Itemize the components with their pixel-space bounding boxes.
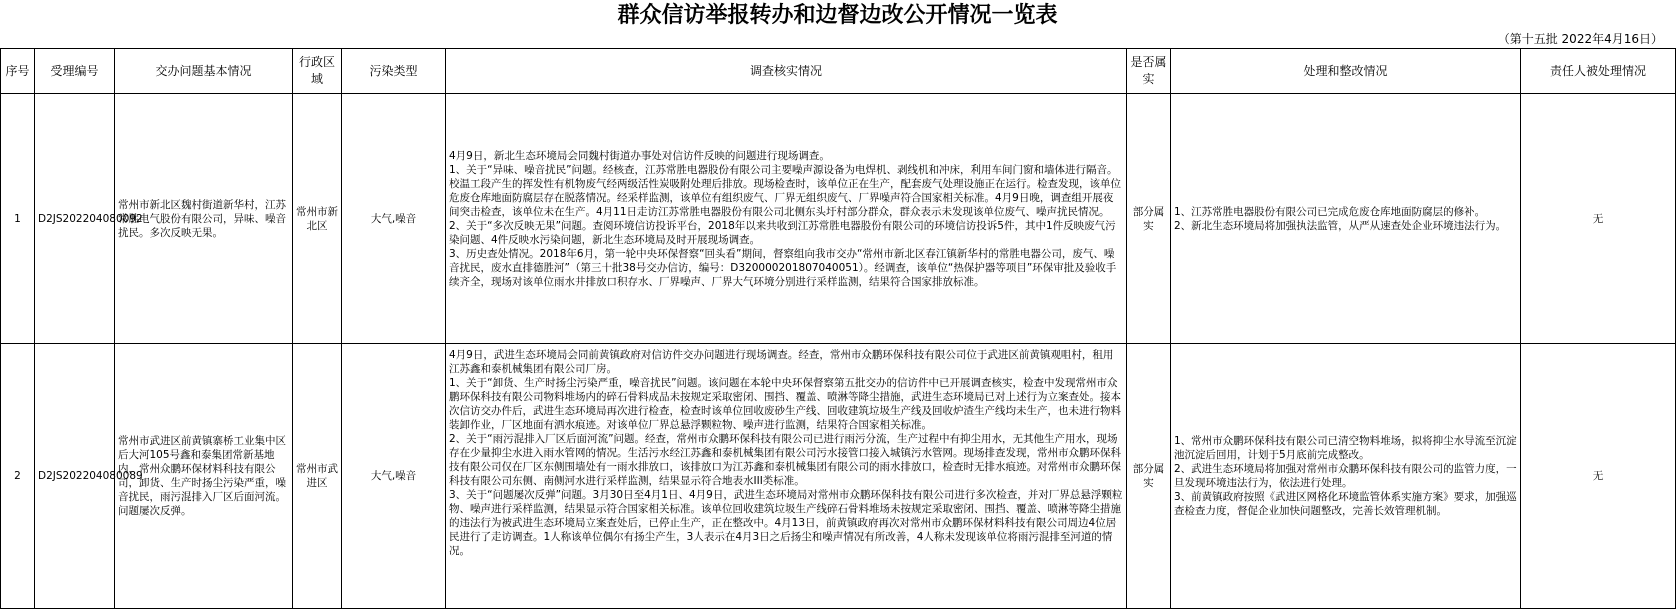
cell-investigation	[446, 344, 1127, 609]
header-basic: 交办问题基本情况	[115, 49, 293, 94]
handling-paragraph: 1、常州市众鹏环保科技有限公司已清空物料堆场，拟将抑尘水导流至沉淀池沉淀后回用，计划于5月底前完成整改。	[1174, 435, 1517, 461]
header-accountable: 责任人被处理情况	[1521, 49, 1676, 94]
table-row	[1, 344, 1676, 609]
cell-basic: 常州市新北区魏村街道新华村，江苏常胜电气股份有限公司，异味、噪音扰民。多次反映无果。	[115, 94, 293, 344]
cell-district: 常州市武进区	[293, 344, 342, 609]
header-district: 行政区域	[293, 49, 342, 94]
handling-paragraph: 3、前黄镇政府按照《武进区网格化环境监管体系实施方案》要求，加强巡查检查力度，督促企业加快问题整改，完善长效管理机制。	[1174, 491, 1517, 517]
investigation-paragraph: 2、关于“雨污混排入厂区后面河流”问题。经查，常州市众鹏环保科技有限公司已进行雨污分流，生产过程中有抑尘用水，无其他生产用水，现场存在少量抑尘水进入雨水管网的情况。生活污水经江苏鑫和泰机械集团有限公司污水接管口接入城镇污水管网。现场排查发现，常州市众鹏环保科技有限公司仅在厂区东侧围墙处有一雨水排放口，该排放口为江苏鑫和泰机械集团有限公司的雨水排放口，检查时无排水痕迹。对常州市众鹏环保科技有限公司东侧、南侧河水进行采样监测，结果显示符合地表水III类标准。	[449, 433, 1121, 487]
header-pollution: 污染类型	[342, 49, 446, 94]
cell-accountable: 无	[1521, 94, 1676, 344]
investigation-paragraph: 4月9日，武进生态环境局会同前黄镇政府对信访件交办问题进行现场调查。经查，常州市众鹏环保科技有限公司位于武进区前黄镇观咀村，租用江苏鑫和泰机械集团有限公司厂房。	[449, 349, 1114, 375]
cell-investigation	[446, 94, 1127, 344]
investigation-paragraph: 4月9日，新北生态环境局会同魏村街道办事处对信访件反映的问题进行现场调查。	[449, 149, 830, 162]
cell-verified: 部分属实	[1127, 94, 1171, 344]
case-table	[0, 48, 1676, 609]
investigation-paragraph: 2、关于“多次反映无果”问题。查阅环境信访投诉平台，2018年以来共收到江苏常胜电器股份有限公司的环境信访投诉5件，其中1件反映废气污染问题、4件反映水污染问题，新北生态环境局及时开展现场调查。	[449, 219, 1116, 246]
header-verified: 是否属实	[1127, 49, 1171, 94]
cell-verified: 部分属实	[1127, 344, 1171, 609]
handling-paragraph: 2、武进生态环境局将加强对常州市众鹏环保科技有限公司的监管力度，一旦发现环境违法行为，依法进行处理。	[1174, 463, 1517, 489]
header-investigation: 调查核实情况	[446, 49, 1127, 94]
cell-basic: 常州市武进区前黄镇寨桥工业集中区后大河105号鑫和泰集团常新基地内，常州众鹏环保材料科技有限公司，卸货、生产时扬尘污染严重，噪音扰民，雨污混排入厂区后面河流。问题屡次反弹。	[115, 344, 293, 609]
cell-case-no: D2JS202204080092	[35, 94, 115, 344]
handling-paragraph: 2、新北生态环境局将加强执法监管，从严从速查处企业环境违法行为。	[1174, 219, 1507, 232]
cell-pollution: 大气,噪音	[342, 344, 446, 609]
investigation-paragraph: 1、关于“异味、噪音扰民”问题。经核查，江苏常胜电器股份有限公司主要噪声源设备为电焊机、剥线机和冲床，利用车间门窗和墙体进行隔音。校温工段产生的挥发性有机物废气经两级活性炭吸附处理后排放。现场检查时，该单位正在生产，配套废气处理设施正在运行。检查发现，该单位危废仓库地面防腐层存在脱落情况。经采样监测，该单位有组织废气、厂界无组织废气、厂界噪声符合国家相关标准。4月9日晚，调查组开展夜间突击检查，该单位未在生产。4月11日走访江苏常胜电器股份有限公司北侧东头圩村部分群众，群众表示未发现该单位废气、噪声扰民情况。	[449, 163, 1121, 218]
cell-handling	[1171, 94, 1521, 344]
investigation-paragraph: 3、历史查处情况。2018年6月，第一轮中央环保督察“回头看”期间，督察组向我市交办“常州市新北区春江镇新华村的常胜电器公司，废气、噪音扰民，废水直排德胜河”（第三十批38号交办信访，编号：D320000201807040051）。经调查，该单位“热保护器等项目”环保审批及验收手续齐全，现场对该单位雨水井排放口积存水、厂界噪声、厂界大气环境分别进行采样监测，结果符合国家排放标准。	[449, 247, 1117, 288]
handling-paragraph: 1、江苏常胜电器股份有限公司已完成危废仓库地面防腐层的修补。	[1174, 205, 1486, 218]
cell-handling	[1171, 344, 1521, 609]
page-title: 群众信访举报转办和边督边改公开情况一览表	[617, 2, 1058, 28]
cell-pollution: 大气,噪音	[342, 94, 446, 344]
table-row	[1, 94, 1676, 344]
batch-date-label: （第十五批 2022年4月16日）	[1497, 32, 1663, 46]
investigation-paragraph: 1、关于“卸货、生产时扬尘污染严重，噪音扰民”问题。该问题在本轮中央环保督察第五批交办的信访件中已开展调查核实，检查中发现常州市众鹏环保科技有限公司物料堆场内的碎石骨料成品未按规定采取密闭、围挡、覆盖、喷淋等降尘措施，武进生态环境局已对上述行为立案查处。接本次信访交办件后，武进生态环境局再次进行检查，检查时该单位回收废砂生产线、回收建筑垃圾生产线及回收炉渣生产线均未生产，也未进行物料装卸作业，厂区地面有洒水痕迹。对该单位厂界总悬浮颗粒物、噪声进行监测，结果符合国家相关标准。	[449, 377, 1121, 431]
header-seq: 序号	[1, 49, 35, 94]
investigation-paragraph: 3、关于“问题屡次反弹”问题。3月30日至4月1日、4月9日，武进生态环境局对常州市众鹏环保科技有限公司进行多次检查，并对厂界总悬浮颗粒物、噪声进行采样监测，结果显示符合国家相关标准。该单位回收建筑垃圾生产线碎石骨料堆场未按规定采取密闭、围挡、覆盖、喷淋等降尘措施的违法行为被武进生态环境局立案查处后，已停止生产，正在整改中。4月13日，前黄镇政府再次对常州市众鹏环保材料科技有限公司周边4位居民进行了走访调查。1人称该单位偶尔有扬尘产生，3人表示在4月3日之后扬尘和噪声情况有所改善，4人称未发现该单位将雨污混排至河道的情况。	[449, 489, 1123, 557]
header-case-no: 受理编号	[35, 49, 115, 94]
cell-accountable: 无	[1521, 344, 1676, 609]
cell-district: 常州市新北区	[293, 94, 342, 344]
cell-seq: 1	[1, 94, 35, 344]
cell-seq: 2	[1, 344, 35, 609]
header-handling: 处理和整改情况	[1171, 49, 1521, 94]
table-header-row	[1, 49, 1676, 94]
cell-case-no: D2JS202204080089	[35, 344, 115, 609]
